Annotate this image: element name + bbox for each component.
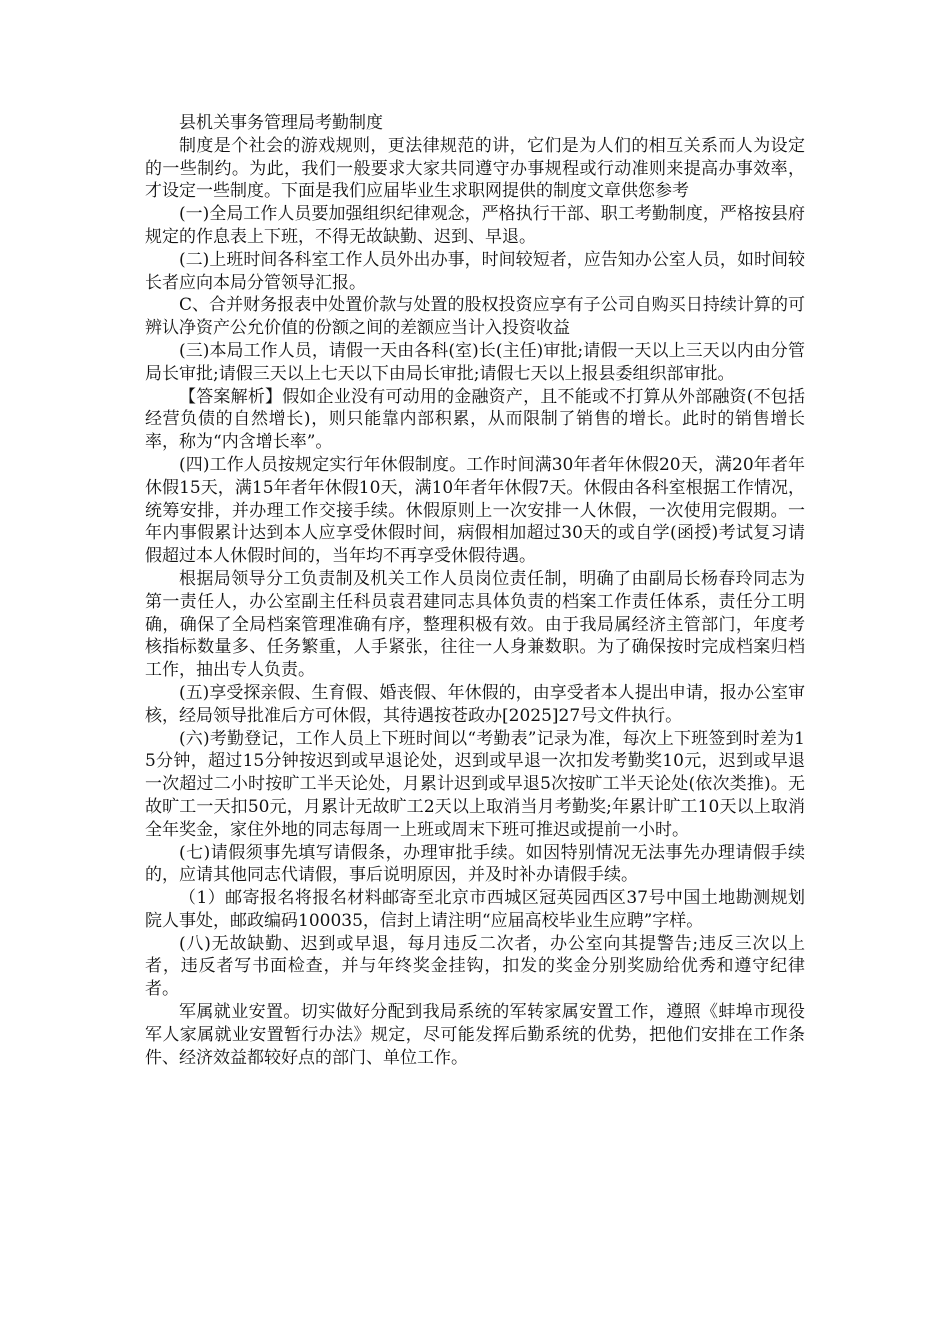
paragraph-rule-7: (七)请假须事先填写请假条，办理审批手续。如因特别情况无法事先办理请假手续的，应请其他同志代请假，事后说明原因，并及时补办请假手续。: [145, 842, 805, 886]
paragraph-rule-4: (四)工作人员按规定实行年休假制度。工作时间满30年者年休假20天，满20年者年休假15天，满15年者年休假10天，满10年者年休假7天。休假由各科室根据工作情况，统筹安排，并办理工作交接手续。休假原则上一次安排一人休假，一次使用完假期。一年内事假累计达到本人应享受休假时间，病假相加超过30天的或自学(函授)考试复习请假超过本人休假时间的，当年均不再享受休假待遇。: [145, 454, 805, 567]
paragraph-mail-registration: （1）邮寄报名将报名材料邮寄至北京市西城区冠英园西区37号中国土地勘测规划院人事处，邮政编码100035，信封上请注明“应届高校毕业生应聘”字样。: [145, 888, 805, 931]
paragraph-rule-6: (六)考勤登记，工作人员上下班时间以“考勤表”记录为准，每次上下班签到时差为15分钟，超过15分钟按迟到或早退论处，迟到或早退一次扣发考勤奖10元，迟到或早退一次超过二小时按旷工半天论处，月累计迟到或早退5次按旷工半天论处(依次类推)。无故旷工一天扣50元，月累计无故旷工2天以上取消当月考勤奖;年累计旷工10天以上取消全年奖金，家住外地的同志每周一上班或周末下班可推迟或提前一小时。: [145, 728, 805, 840]
paragraph-answer-analysis: 【答案解析】假如企业没有可动用的金融资产，且不能或不打算从外部融资(不包括经营负债的自然增长)，则只能靠内部积累，从而限制了销售的增长。此时的销售增长率，称为“内含增长率”。: [145, 386, 805, 453]
paragraph-military-family-placement: 军属就业安置。切实做好分配到我局系统的军转家属安置工作，遵照《蚌埠市现役军人家属就业安置暂行办法》规定，尽可能发挥后勤系统的优势，把他们安排在工作条件、经济效益都较好点的部门、单位工作。: [145, 1002, 805, 1068]
paragraph-inserted-c: C、合并财务报表中处置价款与处置的股权投资应享有子公司自购买日持续计算的可辨认净资产公允价值的份额之间的差额应当计入投资收益: [145, 295, 805, 339]
document-title: 县机关事务管理局考勤制度: [179, 113, 383, 133]
paragraph-rule-5: (五)享受探亲假、生育假、婚丧假、年休假的，由享受者本人提出申请，报办公室审核，经局领导批准后方可休假，其待遇按苍政办[2025]27号文件执行。: [145, 682, 805, 726]
paragraph-rule-3: (三)本局工作人员，请假一天由各科(室)长(主任)审批;请假一天以上三天以内由分管局长审批;请假三天以上七天以下由局长审批;请假七天以上报县委组织部审批。: [145, 340, 805, 384]
document-page: [145, 112, 805, 1069]
paragraph-rule-8: (八)无故缺勤、迟到或早退，每月违反二次者，办公室向其提警告;违反三次以上者，违反者写书面检查，并与年终奖金挂钩，扣发的奖金分别奖励给优秀和遵守纪律者。: [145, 933, 805, 1000]
paragraph-archive-responsibility: 根据局领导分工负责制及机关工作人员岗位责任制，明确了由副局长杨春玲同志为第一责任人，办公室副主任科员袁君建同志具体负责的档案工作责任体系，责任分工明确，确保了全局档案管理准确有序，整理积极有效。由于我局属经济主管部门，年度考核指标数量多、任务繁重，人手紧张，往往一人身兼数职。为了确保按时完成档案归档工作，抽出专人负责。: [145, 568, 805, 681]
paragraph-intro: 制度是个社会的游戏规则，更法律规范的讲，它们是为人们的相互关系而人为设定的一些制约。为此，我们一般要求大家共同遵守办事规程或行动准则来提高办事效率，才设定一些制度。下面是我们应届毕业生求职网提供的制度文章供您参考: [145, 135, 805, 202]
paragraph-rule-2: (二)上班时间各科室工作人员外出办事，时间较短者，应告知办公室人员，如时间较长者应向本局分管领导汇报。: [145, 249, 805, 293]
paragraph-rule-1: (一)全局工作人员要加强组织纪律观念，严格执行干部、职工考勤制度，严格按县府规定的作息表上下班，不得无故缺勤、迟到、早退。: [145, 204, 805, 247]
